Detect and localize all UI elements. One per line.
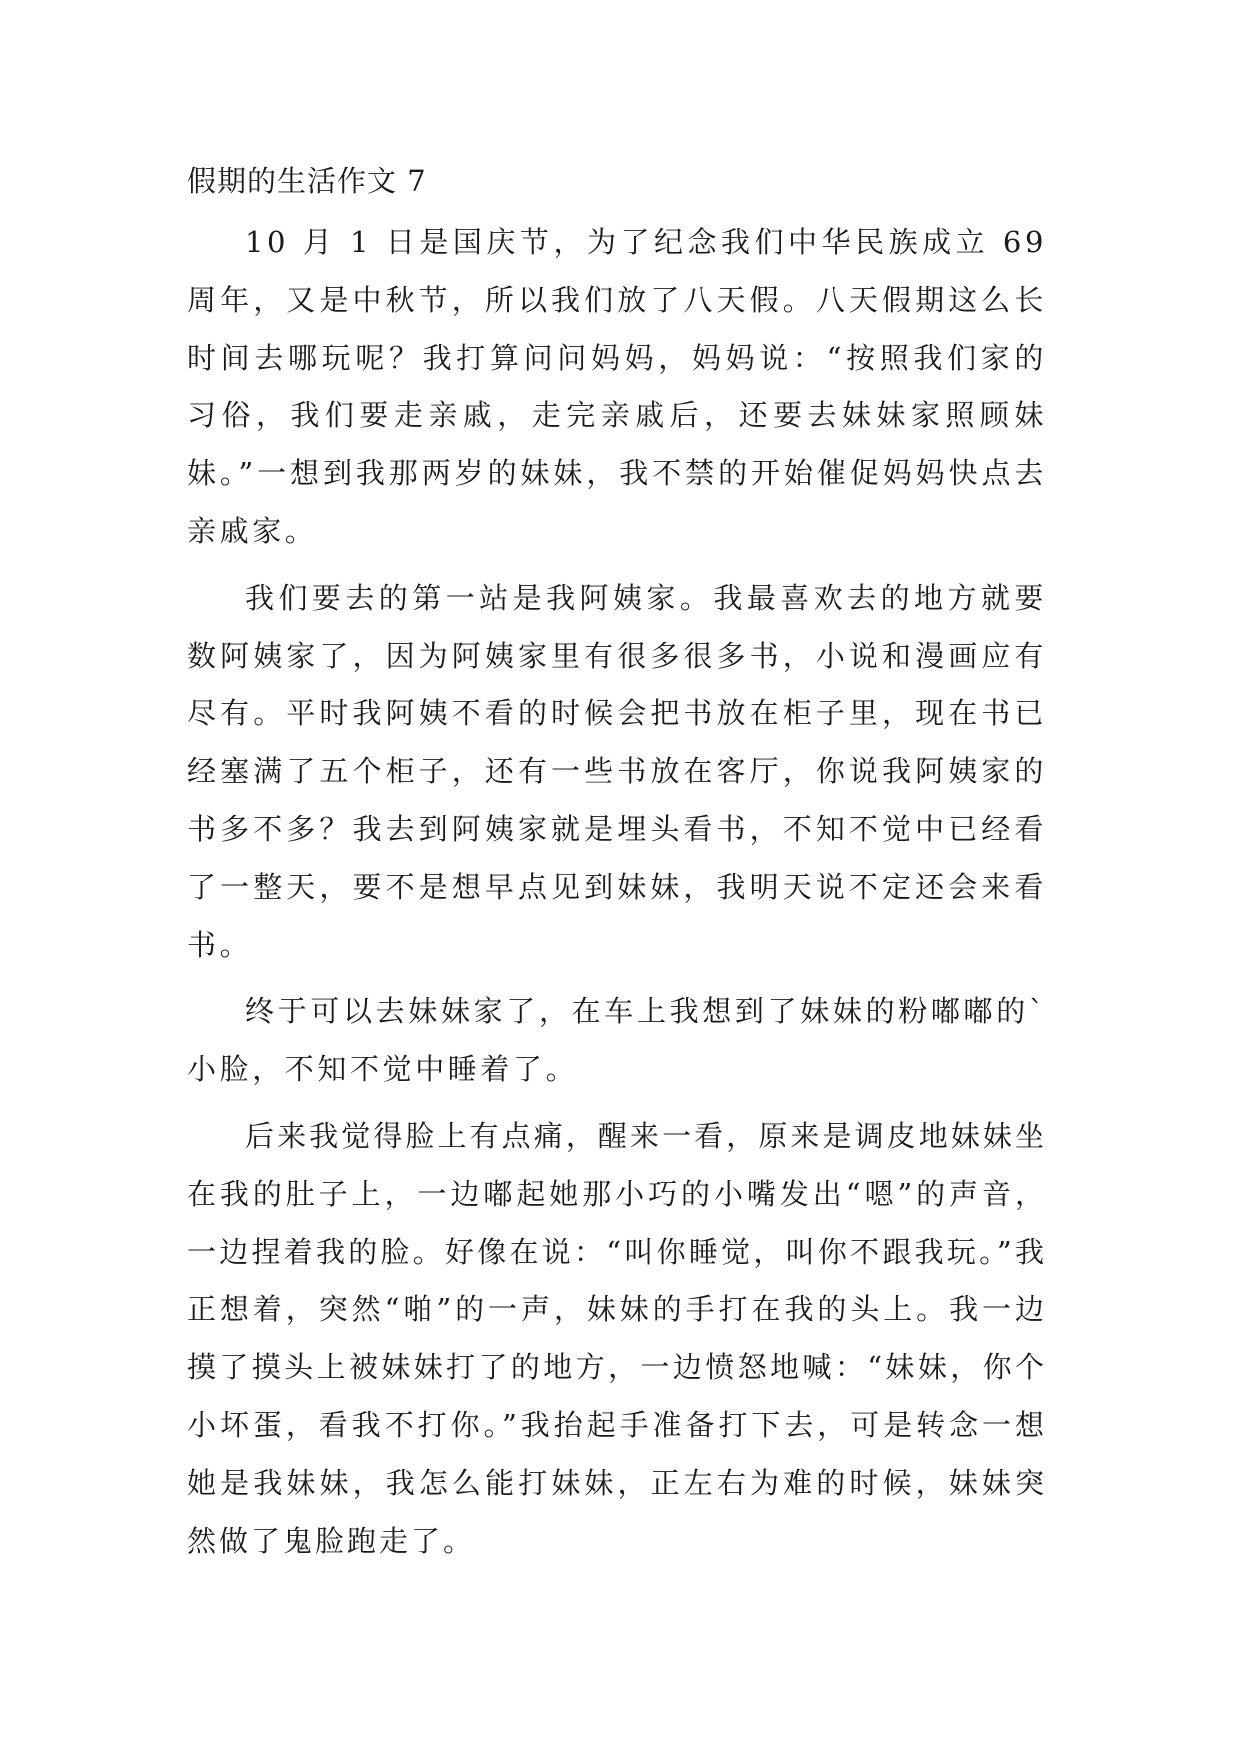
paragraph-aunt-home: 我们要去的第一站是我阿姨家。我最喜欢去的地方就要数阿姨家了，因为阿姨家里有很多很多书，小说和漫画应有尽有。平时我阿姨不看的时候会把书放在柜子里，现在书已经塞满了五个柜子，还有一些书放在客厅，你说我阿姨家的书多不多？我去到阿姨家就是埋头看书，不知不觉中已经看了一整天，要不是想早点见到妹妹，我明天说不定还会来看书。 [187,580,1047,962]
paragraph-sister-home: 终于可以去妹妹家了，在车上我想到了妹妹的粉嘟嘟的`小脸，不知不觉中睡着了。 [187,994,1047,1087]
paragraph-sister-mischief: 后来我觉得脸上有点痛，醒来一看，原来是调皮地妹妹坐在我的肚子上，一边嘟起她那小巧的小嘴发出“嗯”的声音，一边捏着我的脸。好像在说：“叫你睡觉，叫你不跟我玩。”我正想着，突然“啪”的一声，妹妹的手打在我的头上。我一边摸了摸头上被妹妹打了的地方，一边愤怒地喊：“妹妹，你个小坏蛋，看我不打你。”我抬起手准备打下去，可是转念一想她是我妹妹，我怎么能打妹妹，正左右为难的时候，妹妹突然做了鬼脸跑走了。 [187,1118,1047,1558]
document-title: 假期的生活作文 7 [187,164,427,198]
paragraph-national-day: 10 月 1 日是国庆节，为了纪念我们中华民族成立 69 周年，又是中秋节，所以我们放了八天假。八天假期这么长时间去哪玩呢？我打算问问妈妈，妈妈说：“按照我们家的习俗，我们要走亲戚，走完亲戚后，还要去妹妹家照顾妹妹。”一想到我那两岁的妹妹，我不禁的开始催促妈妈快点去亲戚家。 [187,225,1047,548]
document-page [187,160,1047,1579]
